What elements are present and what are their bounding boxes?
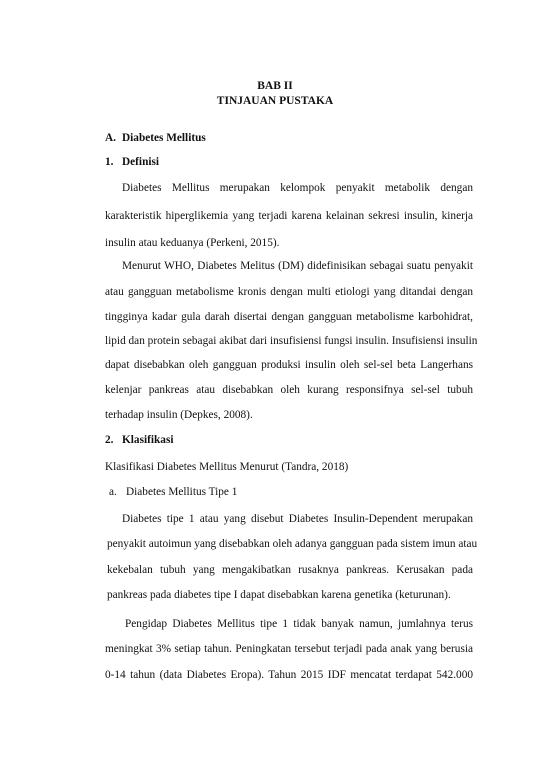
subsection-1-number: 1. [105, 156, 114, 168]
section-a-title: Diabetes Mellitus [122, 132, 206, 144]
para2-line-5: dapat disebabkan oleh gangguan produksi insulin oleh sel-sel beta Langerhans [105, 359, 473, 371]
subsection-1-title: Definisi [122, 156, 160, 168]
para2-line-3: tingginya kadar gula darah disertai dengan gangguan metabolisme karbohidrat, [105, 311, 473, 323]
chapter-title: TINJAUAN PUSTAKA [216, 95, 334, 107]
section-a-heading [105, 131, 206, 145]
subsection-1-heading [105, 155, 159, 169]
chapter-label: BAB II [257, 80, 293, 92]
para2-line-1: Menurut WHO, Diabetes Melitus (DM) didefinisikan sebagai suatu penyakit [122, 260, 473, 272]
para1-line-3: insulin atau keduanya (Perkeni, 2015). [105, 237, 280, 249]
para4-line-1: Pengidap Diabetes Mellitus tipe 1 tidak banyak namun, jumlahnya terus [125, 618, 473, 630]
item-a-title: Diabetes Mellitus Tipe 1 [126, 486, 238, 498]
subsection-2-title: Klasifikasi [122, 434, 174, 446]
para3-line-2: penyakit autoimun yang disebabkan oleh adanya gangguan pada sistem imun atau [107, 538, 478, 550]
para2-line-6: kelenjar pankreas atau disebabkan oleh kurang responsifnya sel-sel tubuh [105, 384, 473, 396]
para2-line-2: atau gangguan metabolisme kronis dengan multi etiologi yang ditandai dengan [105, 286, 473, 298]
para2-line-7: terhadap insulin (Depkes, 2008). [105, 409, 253, 421]
section-a-number: A. [105, 132, 116, 144]
klasifikasi-intro: Klasifikasi Diabetes Mellitus Menurut (Tandra, 2018) [105, 461, 349, 473]
para1-line-2: karakteristik hiperglikemia yang terjadi karena kelainan sekresi insulin, kinerja [105, 210, 473, 222]
item-a-heading [109, 485, 237, 499]
para1-line-1: Diabetes Mellitus merupakan kelompok penyakit metabolik dengan [122, 182, 473, 194]
para3-line-4: pankreas pada diabetes tipe I dapat disebabkan karena genetika (keturunan). [107, 589, 451, 601]
para3-line-1: Diabetes tipe 1 atau yang disebut Diabetes Insulin-Dependent merupakan [122, 513, 473, 525]
para2-line-4: lipid dan protein sebagai akibat dari insufisiensi fungsi insulin. Insufisiensi insulin [105, 335, 478, 347]
para4-line-2: meningkat 3% setiap tahun. Peningkatan tersebut terjadi pada anak yang berusia [105, 643, 473, 655]
subsection-2-heading [105, 433, 173, 447]
subsection-2-number: 2. [105, 434, 114, 446]
para4-line-3: 0-14 tahun (data Diabetes Eropa). Tahun 2015 IDF mencatat terdapat 542.000 [105, 669, 473, 681]
item-a-letter: a. [109, 486, 117, 498]
para3-line-3: kekebalan tubuh yang mengakibatkan rusaknya pankreas. Kerusakan pada [107, 564, 473, 576]
